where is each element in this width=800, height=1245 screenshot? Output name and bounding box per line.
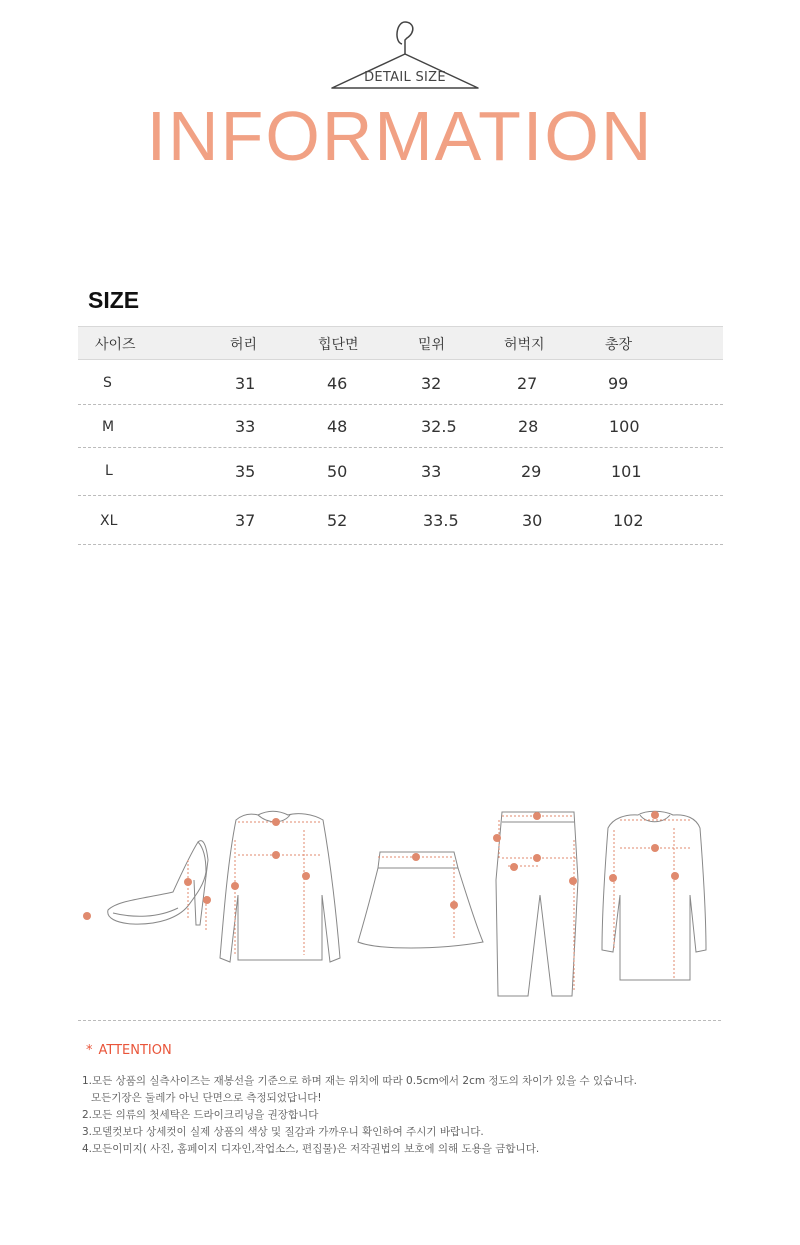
table-cell: 33.5 — [423, 511, 459, 530]
column-header: 힙단면 — [318, 337, 359, 353]
column-header: 사이즈 — [95, 337, 136, 353]
table-cell: 32.5 — [421, 417, 457, 436]
measurement-illustrations — [78, 800, 723, 1005]
table-cell: 99 — [608, 374, 629, 393]
table-cell: 52 — [327, 511, 348, 530]
table-cell: 30 — [522, 511, 543, 530]
detail-size-badge: DETAIL SIZE — [364, 70, 446, 85]
table-cell: 29 — [521, 462, 542, 481]
table-row — [78, 360, 723, 405]
note-line: 1.모든 상품의 실측사이즈는 재봉선을 기준으로 하며 재는 위치에 따라 0.5cm에서 2cm 정도의 차이가 있을 수 있습니다. — [82, 1075, 637, 1087]
table-cell: 33 — [235, 417, 256, 436]
column-header: 허벅지 — [504, 337, 545, 353]
dress-illustration — [602, 811, 706, 980]
table-cell: 100 — [609, 417, 640, 436]
note-line: 모든기장은 둘레가 아닌 단면으로 측정되었답니다! — [91, 1092, 322, 1104]
note-line: 2.모든 의류의 첫세탁은 드라이크리닝을 권장합니다 — [82, 1109, 319, 1121]
table-cell: 35 — [235, 462, 256, 481]
note-line: 4.모든이미지( 사진, 홈페이지 디자인,작업소스, 편집물)은 저작권법의 보호에 의해 도용을 금합니다. — [82, 1143, 540, 1155]
section-divider — [78, 1020, 721, 1021]
table-cell: 32 — [421, 374, 442, 393]
attention-label: ATTENTION — [98, 1043, 172, 1058]
jeans-illustration — [496, 812, 578, 996]
skirt-illustration — [358, 852, 483, 948]
size-table — [78, 326, 723, 545]
table-cell: 37 — [235, 511, 256, 530]
table-cell: XL — [100, 513, 118, 529]
table-cell: 33 — [421, 462, 442, 481]
column-header: 밑위 — [418, 337, 446, 353]
table-row — [78, 448, 723, 496]
table-cell: 48 — [327, 417, 348, 436]
table-cell: 31 — [235, 374, 256, 393]
attention-heading — [86, 1043, 172, 1058]
table-cell: 28 — [518, 417, 539, 436]
table-row — [78, 405, 723, 448]
table-cell: S — [103, 375, 112, 391]
table-cell: L — [105, 463, 113, 479]
table-cell: 46 — [327, 374, 348, 393]
page-title: INFORMATION — [146, 97, 654, 175]
size-section-title: SIZE — [88, 287, 140, 313]
heel-shoe-illustration — [108, 841, 208, 930]
table-cell: 102 — [613, 511, 644, 530]
table-cell: M — [102, 419, 115, 435]
column-header: 허리 — [230, 337, 258, 353]
table-row — [78, 496, 723, 545]
column-header: 총장 — [605, 337, 633, 353]
table-header-row — [78, 326, 723, 360]
table-cell: 50 — [327, 462, 348, 481]
table-cell: 101 — [611, 462, 642, 481]
note-line: 3.모델컷보다 상세컷이 실제 상품의 색상 및 질감과 가까우니 확인하여 주시기 바랍니다. — [82, 1126, 484, 1138]
table-cell: 27 — [517, 374, 538, 393]
attention-notes — [82, 1073, 637, 1158]
asterisk-icon: * — [86, 1043, 93, 1058]
